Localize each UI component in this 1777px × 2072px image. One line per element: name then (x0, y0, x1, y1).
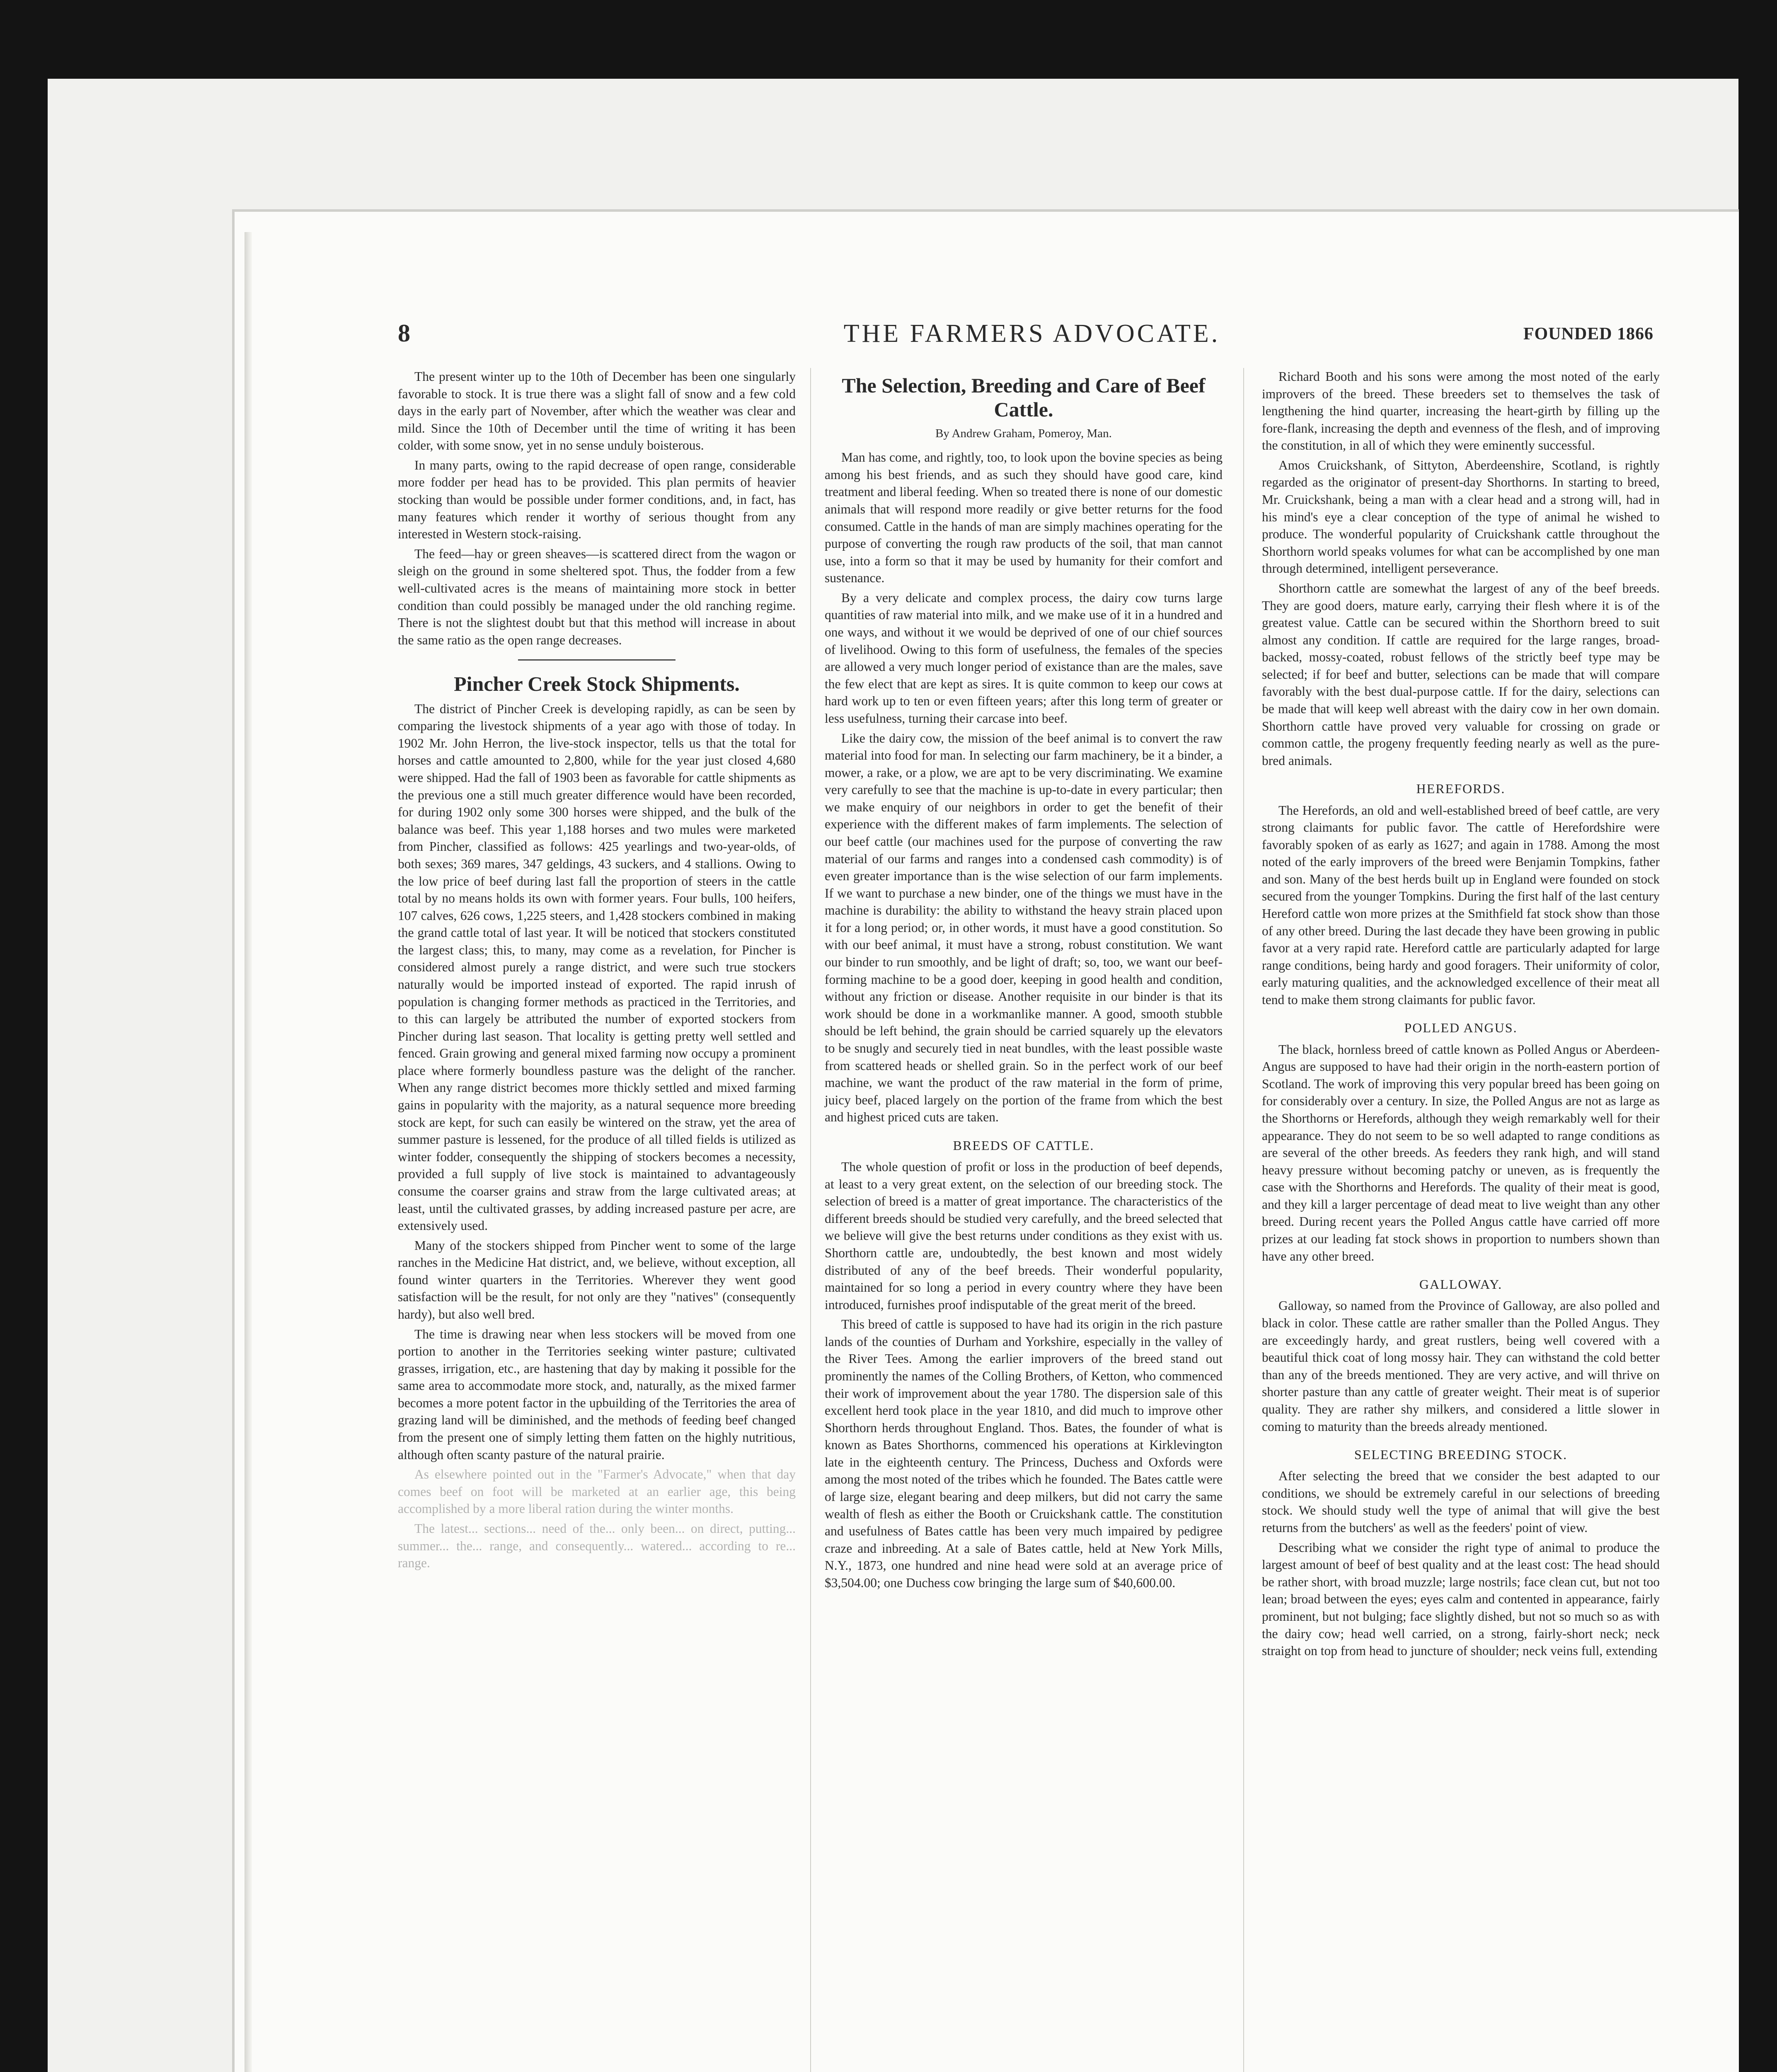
polled-angus-heading: POLLED ANGUS. (1404, 1020, 1518, 1036)
article-paragraph: The district of Pincher Creek is developing rapidly, as can be seen by comparing the livestock shipments of a year ago with those of today. In 1902 Mr. John Herron, the live-stock inspector, tells us that the total for horses and cattle amounted to 2,800, while for the year just closed 4,680 were shipped. Had the fall of 1903 been as favorable for cattle shipments as the previous one a still much greater difference would have been recorded, for during 1902 only some 300 horses were shipped, and the bulk of the balance was beef. This year 1,188 horses and two mules were marketed from Pincher, classified as follows: 425 yearlings and two-year-olds, of both sexes; 369 mares, 347 geldings, 43 suckers, and 4 stallions. Owing to the low price of beef during last fall the proportion of steers in the cattle total by no means holds its own with former years. Four bulls, 100 heifers, 107 calves, 626 cows, 1,225 steers, and 1,428 stockers combined in making the grand cattle total of last year. It will be noticed that stockers constituted the largest class; this, to many, may come as a revelation, for Pincher is considered almost purely a range district, and were such true stockers naturally would be imported instead of exported. The rapid inrush of population is changing former methods as practiced in the Territories, and to this can largely be attributed the number of exported stockers from Pincher during last season. That locality is getting pretty well settled and fenced. Grain growing and general mixed farming now occupy a prominent place where formerly boundless pasture was the delight of the rancher. When any range district becomes more thickly settled and mixed farming gains in popularity with the majority, as a natural sequence more breeding stock are kept, for such can easily be wintered on the straw, yet the area of summer pasture is lessened, for the produce of all tilled fields is utilized as winter fodder, consequently the shipping of stockers becomes a necessity, provided a full supply of live stock is maintained to advantageously consume the coarser grains and straw from the large cultivated areas; at least, until the cultivated grasses, by adding increased pasture per acre, are extensively used. (398, 701, 796, 1233)
article-paragraph: Describing what we consider the right type of animal to produce the largest amount of beef of best quality and at the least cost: The head should be rather short, with broad muzzle; large nostrils; face clean cut, but not too lean; broad between the eyes; eyes calm and contented in appearance, fairly prominent, but not bulging; face slightly dished, but not so much so as with the dairy cow; head well carried, on a strong, fairly-short neck; neck straight on top from head to juncture of shoulder; neck veins full, extending (1262, 1540, 1660, 1658)
article-paragraph: The black, hornless breed of cattle known as Polled Angus or Aberdeen-Angus are supposed to have had their origin in the north-eastern portion of Scotland. The work of improving this very popular breed has been going on for considerably over a century. In size, the Polled Angus are not as large as the Shorthorns or Herefords, although they weigh remarkably well for their appearance. They do not seem to be so well adapted to range conditions as are several of the other breeds. As feeders they rank high, and will stand heavy pressure without becoming patchy or uneven, as is frequently the case with the Shorthorns and Herefords. The quality of their meat is good, and they kill a larger percentage of dead meat to live weight than any other breed. During recent years the Polled Angus cattle have carried off more prizes at our leading fat stock shows in proportion to numbers shown than have any other breed. (1262, 1042, 1660, 1264)
article-paragraph: By a very delicate and complex process, the dairy cow turns large quantities of raw material into milk, and we make use of it in a hundred and one ways, and without it we would be deprived of one of our chief sources of livelihood. Owing to this form of usefulness, the females of the species are allowed a very much longer period of existance than are the males, save the few elect that are kept as sires. It is quite common to keep our cows at hard work up to ten or even fifteen years; after this long term of greater or less usefulness, turning their carcase into beef. (825, 590, 1223, 726)
newspaper-page (398, 319, 1666, 2072)
article-paragraph: The latest... sections... need of the... only been... on direct, putting... summer... the... range, and consequently... watered... according to re... range. (398, 1521, 796, 1571)
selecting-breeding-stock-heading: SELECTING BREEDING STOCK. (1354, 1447, 1568, 1462)
article-paragraph: The whole question of profit or loss in the production of beef depends, at least to a very great extent, on the selection of our breeding stock. The selection of breed is a matter of great importance. The characteristics of the different breeds should be studied very carefully, and the breed selected that we believe will give the best returns under conditions as they exist with us. Shorthorn cattle are, undoubtedly, the best known and most widely distributed of any of the beef breeds. Their wonderful popularity, maintained for so long a period in every country where they have been introduced, furnishes proof indisputable of the great merit of the breed. (825, 1159, 1223, 1312)
article-paragraph: Galloway, so named from the Province of Galloway, are also polled and black in color. These cattle are rather smaller than the Polled Angus. They are exceedingly hardy, and great rustlers, being well covered with a beautiful thick coat of long mossy hair. They can withstand the cold better than any of the breeds mentioned. They are very active, and will thrive on shorter pasture than any cattle of greater weight. Their meat is of superior quality. They are rather shy milkers, and considered a little slower in coming to maturity than the breeds already mentioned. (1262, 1298, 1660, 1434)
faded-text-block (398, 1466, 796, 1571)
selecting-stock-section (1262, 1467, 1660, 1659)
article-paragraph: Man has come, and rightly, too, to look upon the bovine species as being among his best friends, and as such they should have good care, kind treatment and liberal feeding. When so treated there is none of our domestic animals that will respond more readily or give better returns for the food consumed. Cattle in the hands of man are simply machines operating for the purpose of converting the rough raw products of the soil, that man cannot use, into a form so that it may be used by humanity for their comfort and sustenance. (825, 450, 1223, 586)
page-fold-shadow (245, 232, 252, 2072)
beef-cattle-article (825, 449, 1223, 1126)
winter-report-article (398, 368, 796, 649)
herefords-heading: HEREFORDS. (1416, 781, 1506, 796)
article-paragraph: The feed—hay or green sheaves—is scattered direct from the wagon or sleigh on the ground in some sheltered spot. Thus, the fodder from a few well-cultivated acres is the means of maintaining more stock in better condition than could possibly be managed under the old ranching regime. There is not the slightest doubt but that this method will increase in about the same ratio as the open range decreases. (398, 546, 796, 647)
article-paragraph: After selecting the breed that we consider the best adapted to our conditions, we should be extremely careful in our selections of breeding stock. We should study well the type of animal that will give the best returns from the butchers' as well as the feeders' point of view. (1262, 1469, 1660, 1535)
article-paragraph: Amos Cruickshank, of Sittyton, Aberdeenshire, Scotland, is rightly regarded as the originator of present-day Shorthorns. In starting to breed, Mr. Cruickshank, being a man with a clear head and a strong will, had in his mind's eye a clear conception of the type of animal he wished to produce. The wonderful popularity of Cruickshank cattle throughout the Shorthorn world speaks volumes for what can be accomplished by one man through determined, intelligent perseverance. (1262, 457, 1660, 576)
beef-cattle-heading: The Selection, Breeding and Care of Beef Cattle. (842, 374, 1206, 421)
article-paragraph: The Herefords, an old and well-established breed of beef cattle, are very strong claimants for public favor. The cattle of Herefordshire were favorably spoken of as early as 1627; and again in 1788. Among the most noted of the early improvers of the breed were Benjamin Tompkins, father and son. Many of the best herds built up in England were founded on stock secured from the younger Tompkins. During the first half of the last century Hereford cattle won more prizes at the Smithfield fat stock show than those of any other breed. During the last decade they have been growing in public favor at a very rapid rate. Hereford cattle are particularly adapted for large range conditions, being hardy and good foragers. Their uniformity of color, early maturing qualities, and the acknowledged excellence of their meat all tend to make them strong claimants for public favor. (1262, 803, 1660, 1007)
article-paragraph: Many of the stockers shipped from Pincher went to some of the large ranches in the Medicine Hat district, and, we believe, without exception, all found winter quarters in the Territories. Wherever they went good satisfaction will be the result, for not only are they "natives" (consequently hardy), but also well bred. (398, 1238, 796, 1322)
column-2 (825, 368, 1223, 2072)
polled-angus-section (1262, 1041, 1660, 1265)
column-gutter-2 (1243, 368, 1244, 2072)
masthead (398, 319, 1666, 348)
article-paragraph: This breed of cattle is supposed to have had its origin in the rich pasture lands of the counties of Durham and Yorkshire, especially in the valley of the River Tees. Among the earlier improvers of the breed stand out prominently the names of the Colling Brothers, of Ketton, who commenced their work of improvement about the year 1780. The dispersion sale of this excellent herd took place in the year 1810, and did much to improve other Shorthorn herds throughout England. Thos. Bates, the founder of what is known as Bates Shorthorns, commenced his operations at Kirklevington late in the eighteenth century. The Princess, Duchess and Oxfords were among the most noted of the tribes which he founded. The Bates cattle were of large size, elegant bearing and deep milkers, but did not carry the same wealth of flesh as either the Booth or Cruickshank cattle. The constitution and usefulness of Bates cattle has been very much impaired by pedigree craze and inbreeding. At a sale of Bates cattle, held at New York Mills, N.Y., 1873, one hundred and nine head were sold at an average price of $3,504.00; one Duchess cow bringing the large sum of $40,600.00. (825, 1317, 1223, 1590)
galloway-section (1262, 1297, 1660, 1435)
article-byline: By Andrew Graham, Pomeroy, Man. (935, 427, 1112, 440)
page-number: 8 (398, 320, 410, 347)
newspaper-title: THE FARMERS ADVOCATE. (843, 320, 1220, 348)
article-paragraph: Shorthorn cattle are somewhat the largest of any of the beef breeds. They are good doers, mature early, carrying their flesh where it is of the greatest value. Cattle can be secured within the Shorthorn breed to suit almost any condition. If cattle are required for the large ranges, broad-backed, mossy-coated, robust fellows of the strictly beef type may be selected; if for beef and butter, selections can be made that will compare favorably with the best dual-purpose cattle. If for the dairy, selections can be made that will keep well abreast with the dairy cow in her own domain. Shorthorn cattle have proved very valuable for crossing on grade or common cattle, the progeny frequently feeding nearly as well as the pure-bred animals. (1262, 581, 1660, 768)
article-paragraph: The time is drawing near when less stockers will be moved from one portion to another in the Territories seeking winter pasture; cultivated grasses, irrigation, etc., are hastening that day by making it possible for the same area to accommodate more stock, and, naturally, as the mixed farmer becomes a more potent factor in the upbuilding of the Territories the area of grazing land will be diminished, and the methods of feeding beef changed from the present one of simply letting them fatten on the highly nutritious, although often scanty pasture of the natural prairie. (398, 1326, 796, 1462)
breeds-of-cattle-heading: BREEDS OF CATTLE. (953, 1138, 1094, 1153)
article-paragraph: In many parts, owing to the rapid decrease of open range, considerable more fodder per head has to be provided. This plan permits of heavier stocking than would be possible under former conditions, and, in fact, has many features which render it worthy of serious thought from any interested in Western stock-raising. (398, 457, 796, 542)
founded-year: FOUNDED 1866 (1523, 324, 1654, 344)
column-1 (398, 368, 796, 2072)
section-divider (518, 659, 675, 661)
article-paragraph: Like the dairy cow, the mission of the beef animal is to convert the raw material into food for man. In selecting our farm machinery, be it a binder, a mower, a rake, or a plow, we are apt to be very discriminating. We examine very carefully to see that the machine is up-to-date in every particular; then we make enquiry of our neighbors in order to get the benefit of their experience with the different makes of farm implements. The selection of our beef cattle (our machines used for the purpose of converting the raw material of our farms and ranges into a condensed cash commodity) is of even greater importance than is the wise selection of our farm implements. If we want to purchase a new binder, one of the things we must have in the machine is durability: the ability to withstand the heavy strain placed upon it for a long period; or, in other words, it must have a good constitution. So with our beef animal, it must have a strong, robust constitution. We want our binder to run smoothly, and be light of draft; so, too, we want our beef-forming machine to be a good doer, keeping in good health and condition, without any friction or disease. Another requisite in our binder is that its work should be done in a workmanlike manner. A good, smooth stubble should be left behind, the grain should be carried squarely up the elevators to be snugly and securely tied in neat bundles, with the least possible waste from scattered heads or shelled grain. So in the perfect work of our beef machine, we want the product of the raw material in the form of prime, juicy beef, placed largely on the portion of the frame from which the best and highest priced cuts are taken. (825, 731, 1223, 1125)
pincher-creek-article (398, 700, 796, 1463)
pincher-creek-heading: Pincher Creek Stock Shipments. (454, 672, 740, 696)
breeds-section (825, 1158, 1223, 1591)
herefords-section (1262, 802, 1660, 1009)
shorthorn-section (1262, 368, 1660, 769)
article-paragraph: Richard Booth and his sons were among the most noted of the early improvers of the breed. These breeders set to themselves the task of lengthening the hind quarter, increasing the heart-girth by filling up the fore-flank, increasing the depth and evenness of the flesh, and of improving the constitution, in all of which they were eminently successful. (1262, 369, 1660, 453)
column-gutter-1 (810, 368, 811, 2072)
article-paragraph: The present winter up to the 10th of December has been one singularly favorable to stock. It is true there was a slight fall of snow and a few cold days in the early part of November, after which the weather was clear and mild. Since the 10th of December until the time of writing it has been colder, with some snow, yet in no sense unduly boisterous. (398, 369, 796, 453)
article-paragraph: As elsewhere pointed out in the "Farmer's Advocate," when that day comes beef on foot will be marketed at an earlier age, this being accomplished by a more liberal ration during the winter months. (398, 1467, 796, 1516)
column-3 (1262, 368, 1660, 2072)
galloway-heading: GALLOWAY. (1419, 1277, 1503, 1292)
